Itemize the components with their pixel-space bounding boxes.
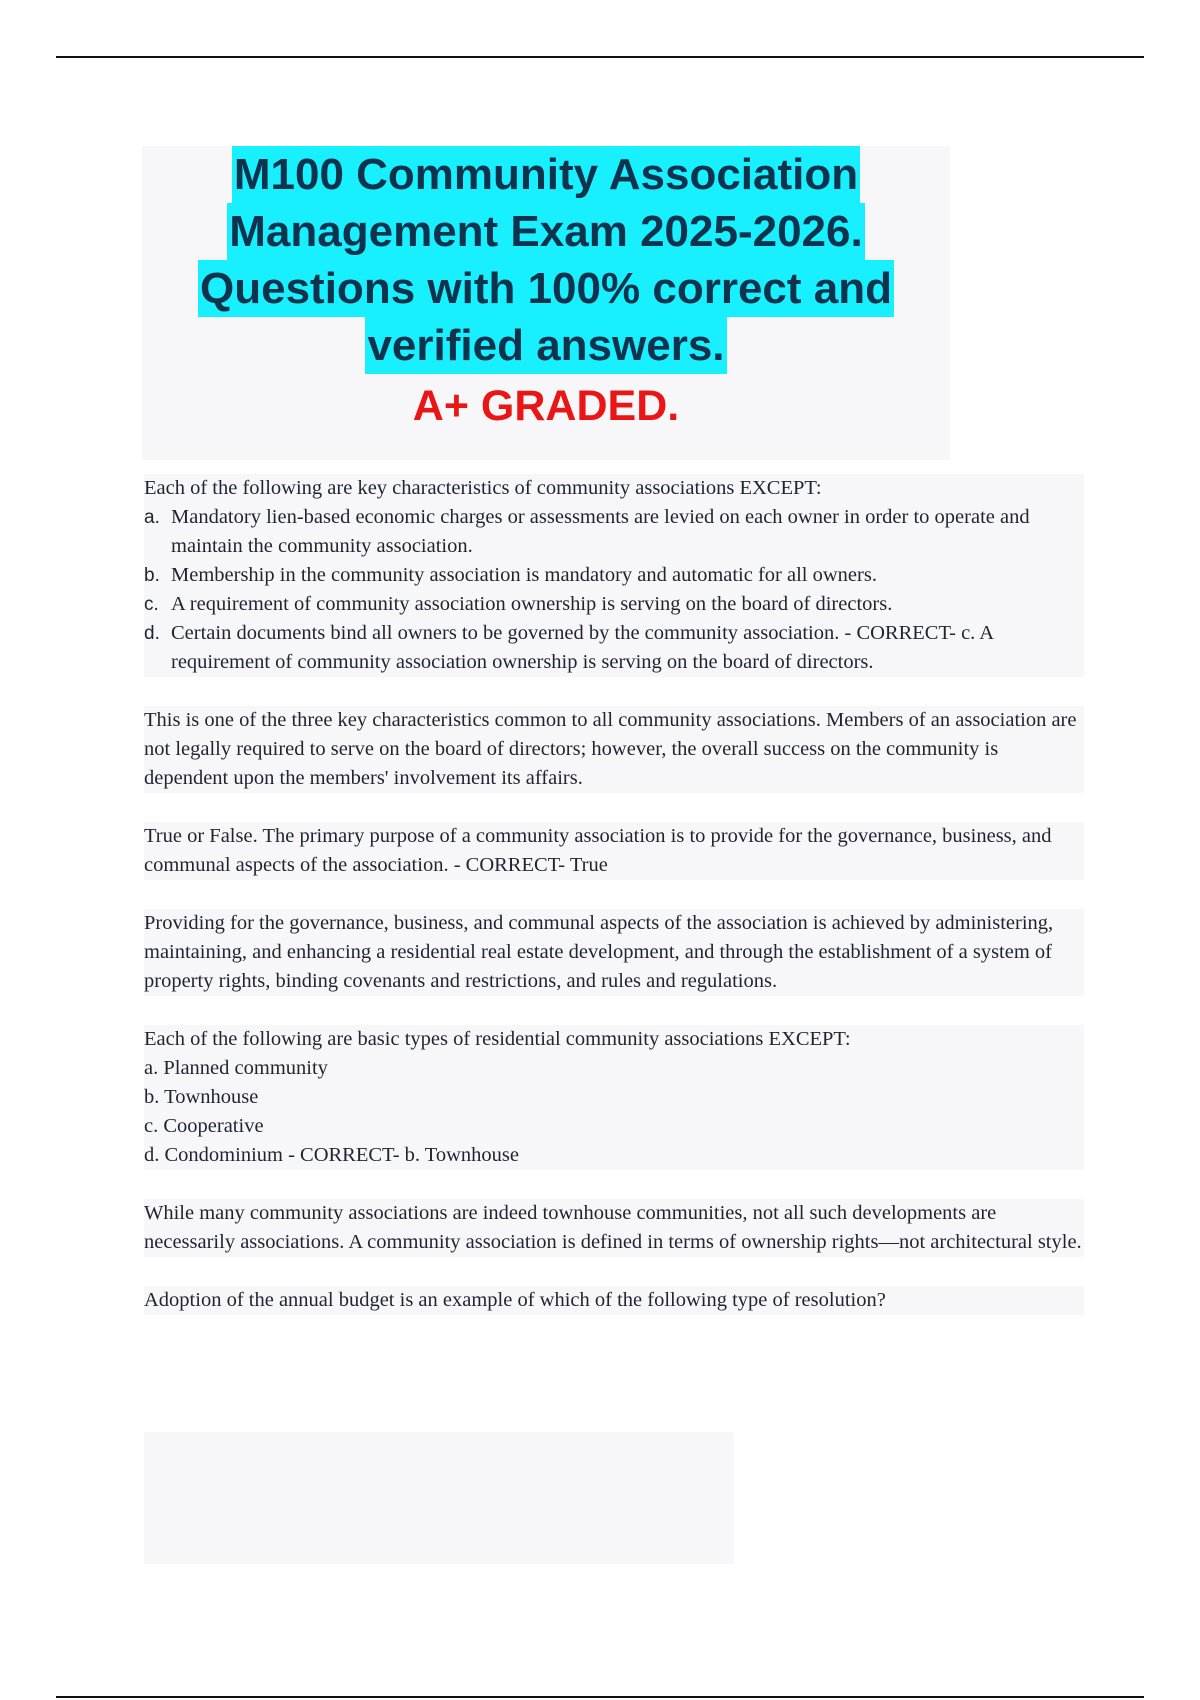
title-line-3: Questions with 100% correct and (198, 260, 894, 317)
bottom-rule (56, 1696, 1144, 1698)
grade-label: A+ GRADED. (412, 382, 680, 430)
question-3-text: Each of the following are basic types of residential community associations EXCEPT: (144, 1028, 851, 1050)
document-body (144, 474, 1084, 1315)
redacted-area (144, 1432, 734, 1564)
question-1-text: Each of the following are key characteristics of community associations EXCEPT: (144, 477, 822, 499)
question-3-option-c: c. Cooperative (144, 1115, 264, 1137)
option-letter: c. (144, 594, 159, 615)
option-letter: a. (144, 507, 160, 528)
question-1-option-b (144, 561, 1084, 590)
title-line-2: Management Exam 2025-2026. (227, 203, 864, 260)
question-1-explanation: This is one of the three key characteristics common to all community associations. Members of an association are not legally required to serve on the board of directors; however, the overall success on the community is dependent upon the members' involvement its affairs. (144, 706, 1084, 793)
question-3-option-b: b. Townhouse (144, 1086, 259, 1108)
option-letter: d. (144, 623, 160, 644)
top-rule (56, 56, 1144, 58)
question-3-option-d: d. Condominium - CORRECT- b. Townhouse (144, 1144, 519, 1166)
question-3-option-a: a. Planned community (144, 1057, 328, 1079)
question-1 (144, 474, 1084, 677)
question-3 (144, 1025, 1084, 1170)
question-1-option-d (144, 619, 1084, 677)
option-text: Mandatory lien-based economic charges or assessments are levied on each owner in order to operate and maintain the community association. (171, 506, 1030, 557)
question-2-text: True or False. The primary purpose of a community association is to provide for the governance, business, and communal aspects of the association. - CORRECT- True (144, 822, 1084, 880)
question-3-explanation: While many community associations are indeed townhouse communities, not all such developments are necessarily associations. A community association is defined in terms of ownership rights—not architectural style. (144, 1199, 1084, 1257)
title-block (142, 146, 950, 460)
question-2-explanation: Providing for the governance, business, and communal aspects of the association is achieved by administering, maintaining, and enhancing a residential real estate development, and through the establishment of a system of property rights, binding covenants and restrictions, and rules and regulations. (144, 909, 1084, 996)
option-text: Membership in the community association is mandatory and automatic for all owners. (171, 564, 877, 586)
question-1-option-c (144, 590, 1084, 619)
option-text: A requirement of community association ownership is serving on the board of directors. (171, 593, 893, 615)
title-line-1: M100 Community Association (232, 146, 860, 203)
option-letter: b. (144, 565, 160, 586)
question-1-option-a (144, 503, 1084, 561)
question-1-options (144, 503, 1084, 677)
title-line-4: verified answers. (365, 317, 726, 374)
question-4-text: Adoption of the annual budget is an example of which of the following type of resolution? (144, 1286, 1084, 1315)
option-text: Certain documents bind all owners to be governed by the community association. - CORRECT- c. A requirement of community association ownership is serving on the board of directors. (171, 622, 993, 673)
